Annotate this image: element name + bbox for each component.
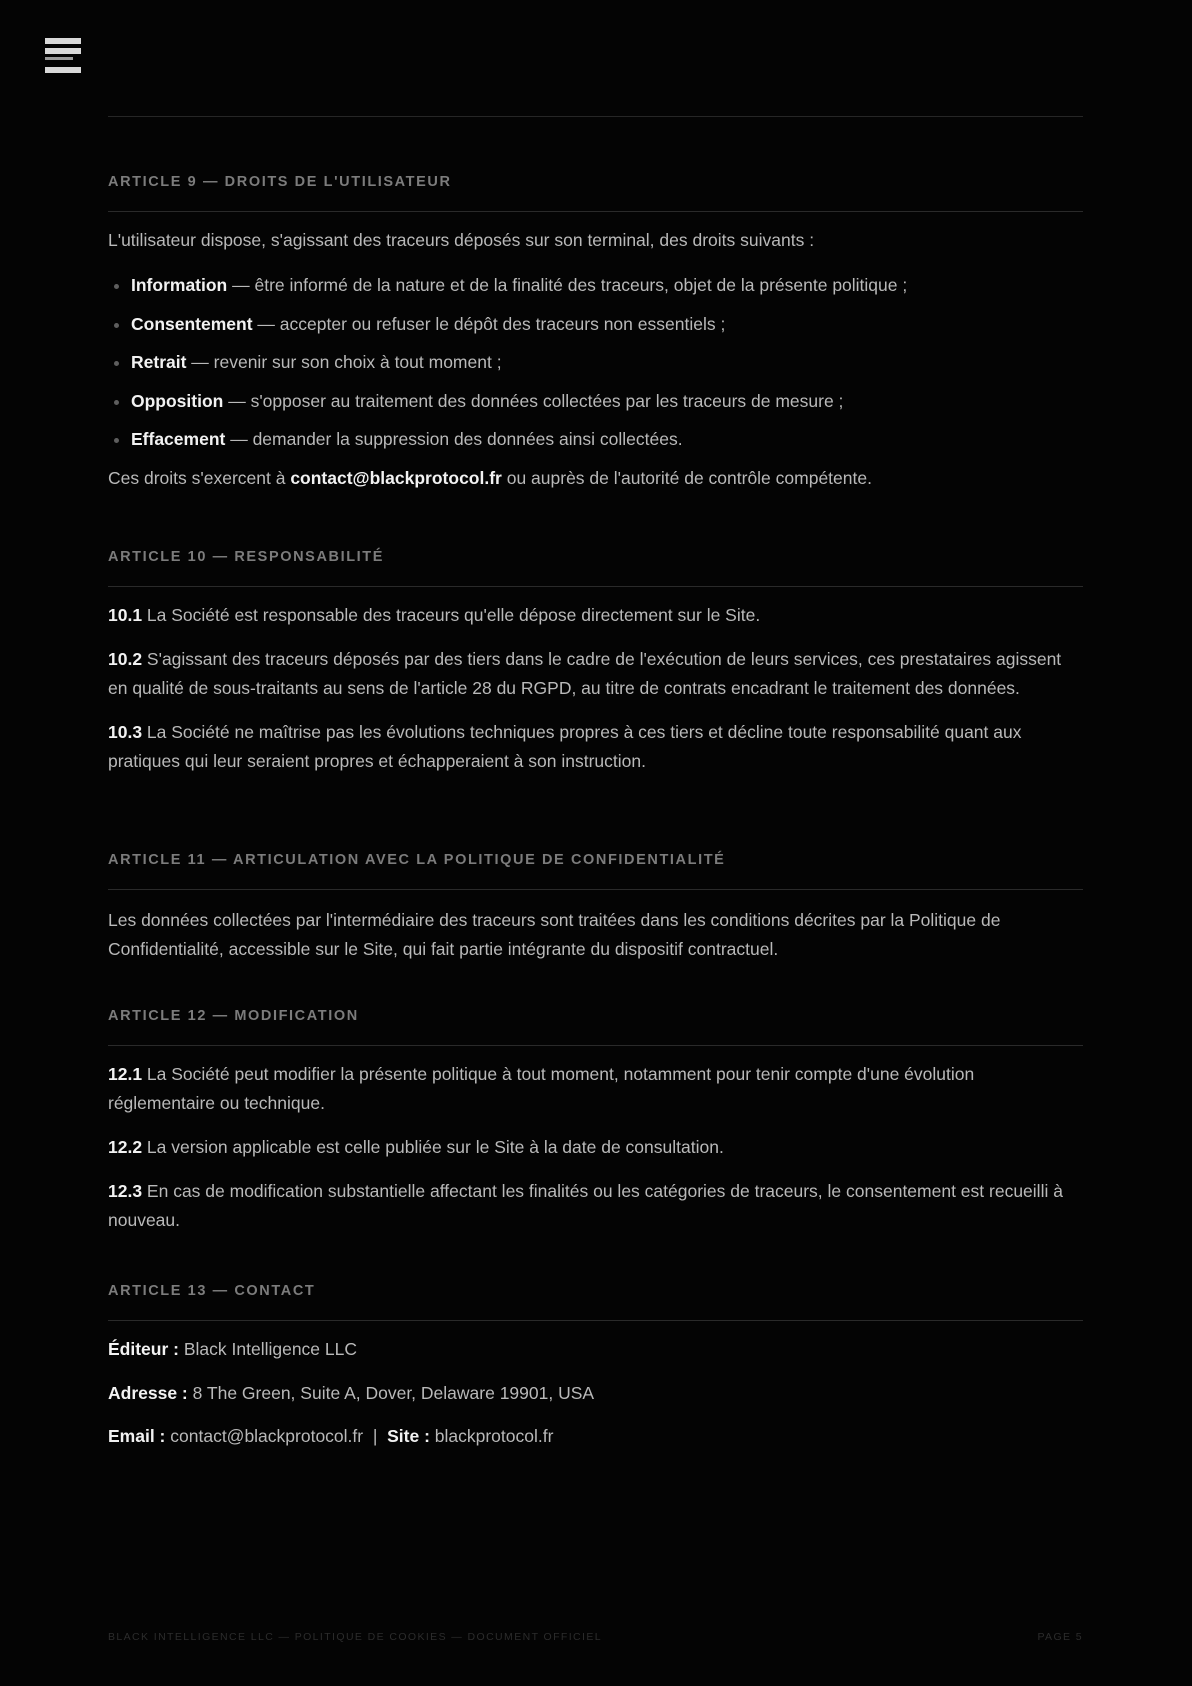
article-11-text: Les données collectées par l'intermédiaire des traceurs sont traitées dans les conditions décrites par la Politique de Confidentialité, accessible sur le Site, qui fait partie intégrante du dispositif contractuel. xyxy=(108,910,1001,959)
right-text: — revenir sur son choix à tout moment ; xyxy=(186,352,502,372)
footer-document-label: BLACK INTELLIGENCE LLC — POLITIQUE DE COOKIES — DOCUMENT OFFICIEL xyxy=(108,1631,602,1643)
list-item xyxy=(108,387,1083,416)
email-site-line xyxy=(108,1422,1083,1451)
article-11 xyxy=(108,850,1083,964)
article-11-title: ARTICLE 11 — ARTICULATION AVEC LA POLITIQUE DE CONFIDENTIALITÉ xyxy=(108,852,726,868)
clause-text: La Société ne maîtrise pas les évolutions techniques propres à ces tiers et décline toute responsabilité quant aux pratiques qui leur seraient propres et échapperaient à son instruction. xyxy=(108,722,1022,771)
list-item xyxy=(108,425,1083,454)
article-12-title: ARTICLE 12 — MODIFICATION xyxy=(108,1008,359,1024)
clause-number: 12.1 xyxy=(108,1064,143,1084)
article-9-intro: L'utilisateur dispose, s'agissant des traceurs déposés sur son terminal, des droits suivants : xyxy=(108,230,815,250)
article-divider xyxy=(108,1320,1083,1321)
clause-number: 12.2 xyxy=(108,1137,143,1157)
clause-12-3 xyxy=(108,1177,1083,1235)
email-label: Email : xyxy=(108,1426,166,1446)
clause-text: S'agissant des traceurs déposés par des tiers dans le cadre de l'exécution de leurs services, ces prestataires agissent en qualité de sous-traitants au sens de l'article 28 du RGPD, au titre de contrats encadrant le traitement des données. xyxy=(108,649,1062,698)
clause-number: 12.3 xyxy=(108,1181,143,1201)
clause-number: 10.1 xyxy=(108,605,143,625)
article-10-title: ARTICLE 10 — RESPONSABILITÉ xyxy=(108,549,385,565)
separator: | xyxy=(363,1426,388,1446)
article-9-title: ARTICLE 9 — DROITS DE L'UTILISATEUR xyxy=(108,174,452,190)
clause-text: La Société est responsable des traceurs qu'elle dépose directement sur le Site. xyxy=(142,605,761,625)
right-term: Consentement xyxy=(131,313,253,334)
article-divider xyxy=(108,889,1083,890)
clause-10-3 xyxy=(108,718,1083,776)
closing-text-end: ou auprès de l'autorité de contrôle compétente. xyxy=(501,467,872,488)
rights-list xyxy=(108,271,1083,454)
clause-text: En cas de modification substantielle affectant les finalités ou les catégories de traceurs, le consentement est recueilli à nouveau. xyxy=(108,1181,1063,1230)
clause-12-1 xyxy=(108,1060,1083,1118)
email-value[interactable]: contact@blackprotocol.fr xyxy=(165,1426,364,1446)
article-12 xyxy=(108,1006,1083,1235)
closing-text: Ces droits s'exercent à xyxy=(108,467,291,488)
footer-page-number: PAGE 5 xyxy=(1037,1631,1083,1643)
site-value[interactable]: blackprotocol.fr xyxy=(429,1426,554,1446)
list-item xyxy=(108,271,1083,300)
right-text: — demander la suppression des données ainsi collectées. xyxy=(225,429,683,449)
hamburger-menu-icon[interactable] xyxy=(45,38,81,74)
clause-number: 10.3 xyxy=(108,722,143,742)
article-13 xyxy=(108,1281,1083,1451)
clause-text: La Société peut modifier la présente politique à tout moment, notamment pour tenir compte d'une évolution réglementaire ou technique. xyxy=(108,1064,975,1113)
editor-label: Éditeur : xyxy=(108,1339,179,1359)
contact-email-link[interactable]: contact@blackprotocol.fr xyxy=(290,467,502,488)
list-item xyxy=(108,310,1083,339)
right-text: — accepter ou refuser le dépôt des traceurs non essentiels ; xyxy=(252,313,726,334)
address-value: 8 The Green, Suite A, Dover, Delaware 19901, USA xyxy=(187,1383,595,1403)
clause-10-1 xyxy=(108,601,1083,630)
editor-line xyxy=(108,1335,1083,1364)
right-term: Opposition xyxy=(131,390,224,411)
list-item xyxy=(108,348,1083,377)
address-label: Adresse : xyxy=(108,1383,188,1403)
article-divider xyxy=(108,211,1083,212)
right-term: Retrait xyxy=(131,352,187,372)
article-divider xyxy=(108,1045,1083,1046)
article-9 xyxy=(108,172,1083,493)
right-text: — s'opposer au traitement des données collectées par les traceurs de mesure ; xyxy=(223,390,844,411)
article-10 xyxy=(108,547,1083,776)
right-term: Information xyxy=(131,275,228,295)
address-line xyxy=(108,1379,1083,1408)
site-label: Site : xyxy=(387,1426,430,1446)
right-text: — être informé de la nature et de la finalité des traceurs, objet de la présente politique ; xyxy=(227,275,908,295)
article-9-closing xyxy=(108,464,1083,493)
clause-10-2 xyxy=(108,645,1083,703)
clause-12-2 xyxy=(108,1133,1083,1162)
right-term: Effacement xyxy=(131,429,226,449)
article-13-title: ARTICLE 13 — CONTACT xyxy=(108,1283,316,1299)
clause-number: 10.2 xyxy=(108,649,143,669)
clause-text: La version applicable est celle publiée sur le Site à la date de consultation. xyxy=(142,1137,724,1157)
top-divider xyxy=(108,116,1083,117)
article-divider xyxy=(108,586,1083,587)
editor-value: Black Intelligence LLC xyxy=(178,1339,358,1359)
